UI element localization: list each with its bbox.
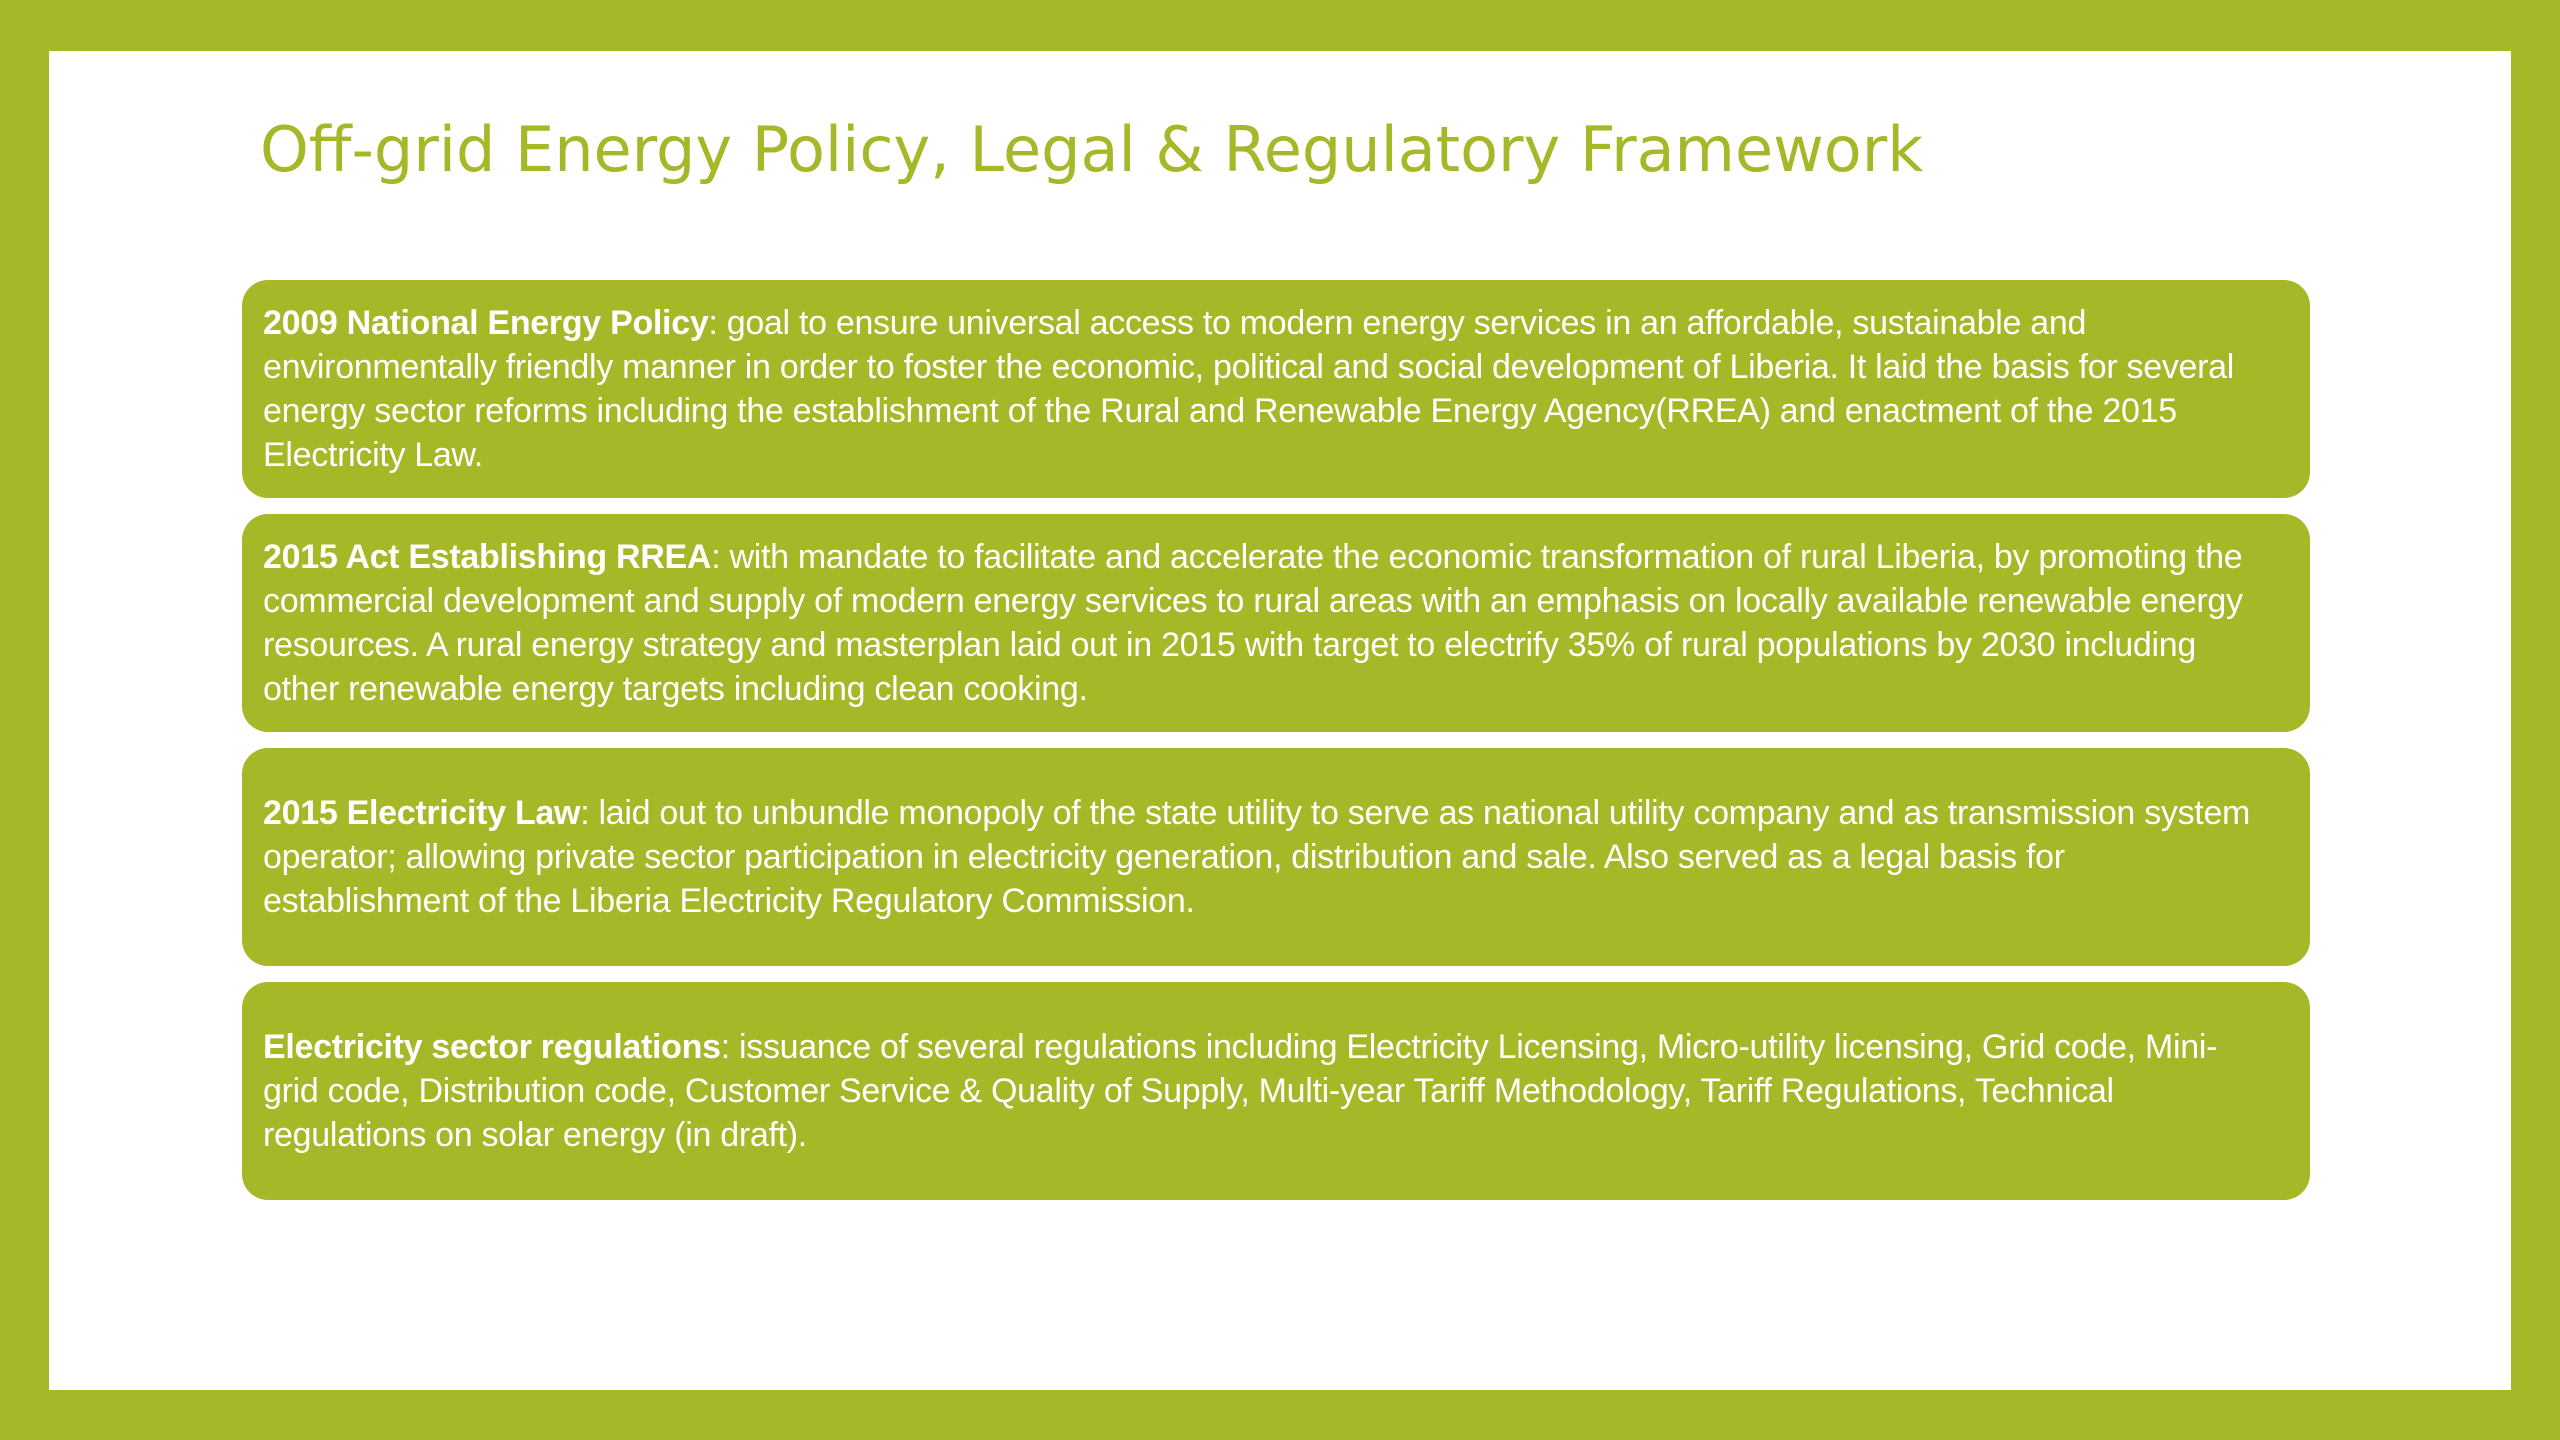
card-body: : issuance of several regulations including Electricity Licensing, Micro-utility licensing, Grid code, Mini-grid code, Distribution code, Customer Service & Quality of Supply, Multi-year Tariff Methodology, Tariff Regulations, Technical regulations on solar energy (in draft). [263,1028,2218,1154]
slide-title: Off-grid Energy Policy, Legal & Regulatory Framework [260,113,1924,186]
slide-canvas [49,51,2511,1390]
policy-card-national-energy-policy [242,280,2310,498]
policy-card-sector-regulations [242,982,2310,1200]
card-text [263,301,2270,477]
card-body: : with mandate to facilitate and accelerate the economic transformation of rural Liberia, by promoting the commercial development and supply of modern energy services to rural areas with an emphasis on locally available renewable energy resources. A rural energy strategy and masterplan laid out in 2015 with target to electrify 35% of rural populations by 2030 including other renewable energy targets including clean cooking. [263,538,2243,708]
card-text [263,1025,2270,1157]
card-heading: 2015 Act Establishing RREA [263,538,712,576]
card-heading: Electricity sector regulations [263,1028,721,1066]
card-body: : goal to ensure universal access to modern energy services in an affordable, sustainable and environmentally friendly manner in order to foster the economic, political and social development of Liberia. It laid the basis for several energy sector reforms including the establishment of the Rural and Renewable Energy Agency(RREA) and enactment of the 2015 Electricity Law. [263,304,2235,474]
card-body: : laid out to unbundle monopoly of the state utility to serve as national utility company and as transmission system operator; allowing private sector participation in electricity generation, distribution and sale. Also served as a legal basis for establishment of the Liberia Electricity Regulatory Commission. [263,794,2251,920]
card-heading: 2015 Electricity Law [263,794,581,832]
card-text [263,535,2270,711]
policy-card-electricity-law [242,748,2310,966]
card-text [263,791,2270,923]
policy-card-rrea-act [242,514,2310,732]
card-heading: 2009 National Energy Policy [263,304,709,342]
